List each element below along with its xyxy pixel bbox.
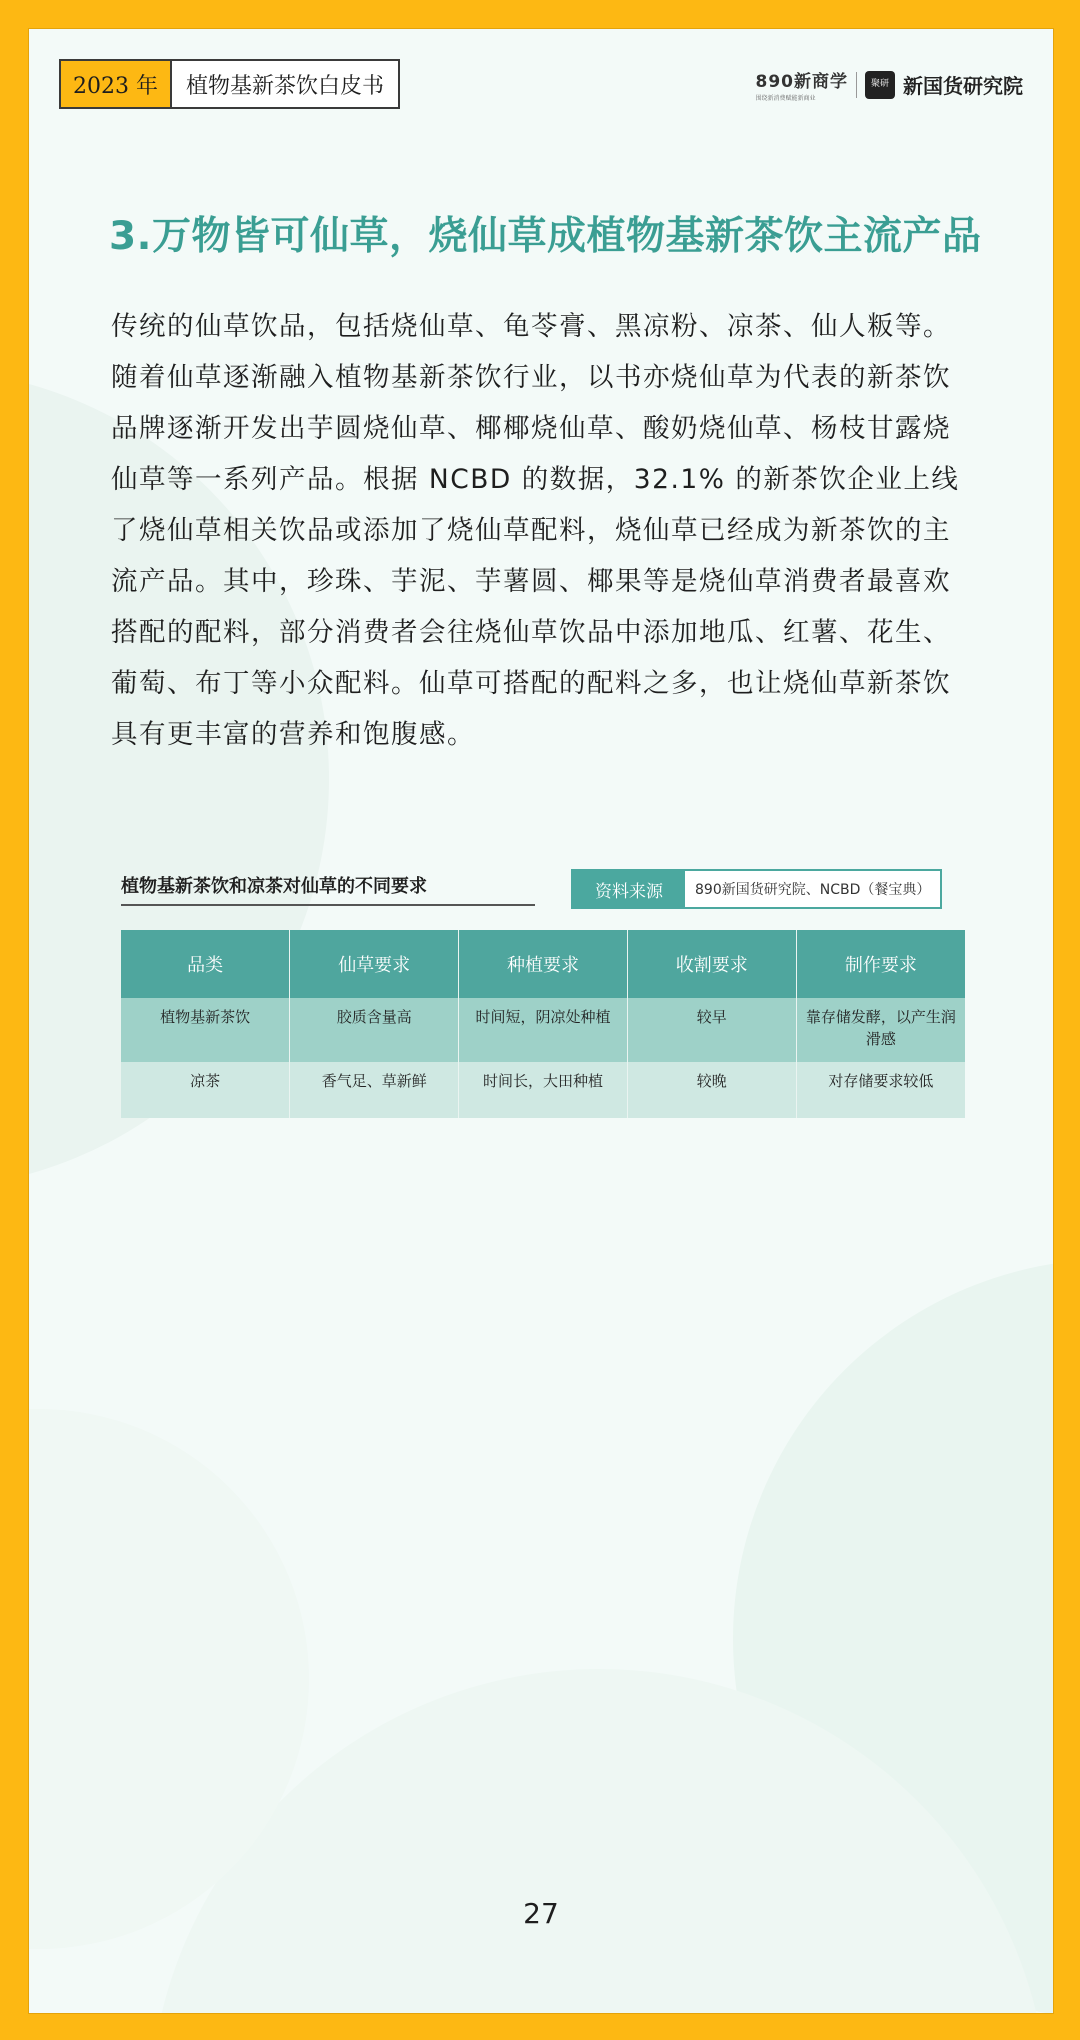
column-header: 种植要求	[459, 930, 628, 998]
logo-jinghui: 聚研	[865, 71, 895, 99]
logo-890-name: 890新商学	[755, 72, 848, 92]
source-box	[571, 869, 942, 909]
report-title: 植物基新茶饮白皮书	[172, 61, 398, 107]
source-label: 资料来源	[573, 871, 685, 907]
body-paragraph: 传统的仙草饮品，包括烧仙草、龟苓膏、黑凉粉、凉茶、仙人粄等。随着仙草逐渐融入植物基新茶饮行业，以书亦烧仙草为代表的新茶饮品牌逐渐开发出芋圆烧仙草、椰椰烧仙草、酸奶烧仙草、杨枝甘露烧仙草等一系列产品。根据 NCBD 的数据，32.1% 的新茶饮企业上线了烧仙草相关饮品或添加了烧仙草配料，烧仙草已经成为新茶饮的主流产品。其中，珍珠、芋泥、芋薯圆、椰果等是烧仙草消费者最喜欢搭配的配料，部分消费者会往烧仙草饮品中添加地瓜、红薯、花生、葡萄、布丁等小众配料。仙草可搭配的配料之多，也让烧仙草新茶饮具有更丰富的营养和饱腹感。	[111, 311, 960, 750]
column-header: 仙草要求	[290, 930, 459, 998]
table-cell: 较早	[627, 998, 796, 1062]
table-cell: 香气足、草新鲜	[290, 1062, 459, 1118]
table-cell: 植物基新茶饮	[121, 998, 290, 1062]
logo-institute: 新国货研究院	[903, 74, 1023, 98]
page	[28, 28, 1054, 2014]
table-cell: 时间短，阴凉处种植	[459, 998, 628, 1062]
logo-divider	[856, 72, 857, 98]
table-cell: 凉茶	[121, 1062, 290, 1118]
column-header: 品类	[121, 930, 290, 998]
page-number: 27	[523, 1897, 559, 1930]
table-cell: 靠存储发酵，以产生润滑感	[796, 998, 965, 1062]
table-cell: 胶质含量高	[290, 998, 459, 1062]
table-title: 植物基新茶饮和凉茶对仙草的不同要求	[121, 876, 427, 897]
publisher-logos	[756, 67, 1024, 102]
logo-890-slogan: 围绕新消费赋能新商业	[755, 95, 816, 102]
report-header-tag	[59, 59, 400, 109]
table-cell: 时间长，大田种植	[459, 1062, 628, 1118]
column-header: 收割要求	[627, 930, 796, 998]
source-text: 890新国货研究院、NCBD（餐宝典）	[695, 882, 931, 898]
table-title-underline	[121, 904, 535, 906]
report-year: 2023 年	[61, 61, 172, 107]
table-header-row	[121, 930, 965, 998]
comparison-table	[121, 930, 965, 1118]
table-cell: 较晚	[627, 1062, 796, 1118]
table-cell: 对存储要求较低	[796, 1062, 965, 1118]
table-row	[121, 1062, 965, 1118]
logo-890	[756, 67, 849, 102]
column-header: 制作要求	[796, 930, 965, 998]
section-title: 3.万物皆可仙草，烧仙草成植物基新茶饮主流产品	[109, 214, 982, 259]
table-row	[121, 998, 965, 1062]
